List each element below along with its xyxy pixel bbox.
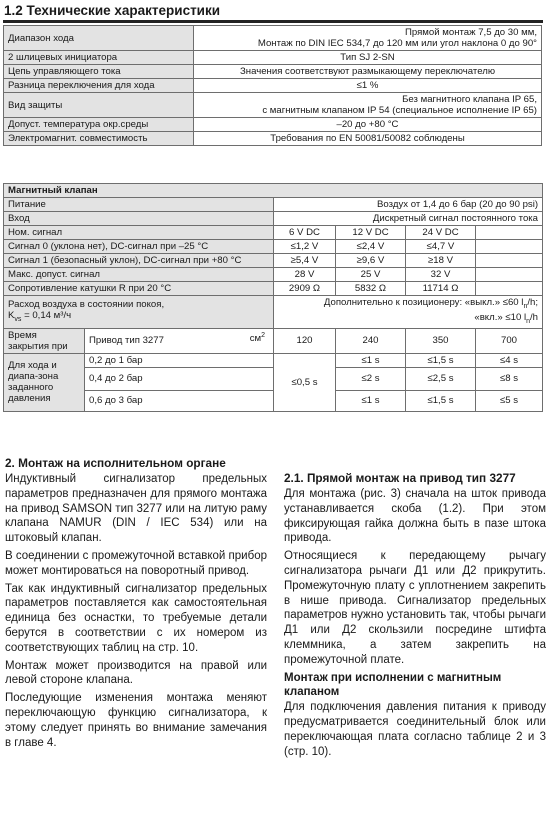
table-row <box>4 254 543 268</box>
kvs-value: = 0,14 м³/ч <box>21 309 72 321</box>
closing-time-label: Время закрытия при <box>4 328 85 353</box>
area-unit <box>250 330 265 344</box>
closing-time-value: ≤2 s <box>336 367 406 390</box>
spec-label: Разница переключения для хода <box>4 79 194 93</box>
kvs-subscript: vs <box>14 315 22 323</box>
signal-row-label: Сигнал 0 (уклона нет), DC-сигнал при –25 °C <box>4 240 274 254</box>
spec-value: Тип SJ 2-SN <box>194 51 542 65</box>
specs-table <box>3 25 542 146</box>
range-label: Для хода и диапа-зона заданного давления <box>4 353 85 411</box>
signal-value: 5832 Ω <box>336 282 406 296</box>
signal-value: ≥5,4 V <box>274 254 336 268</box>
empty-cell <box>476 240 543 254</box>
valve-header: Магнитный клапан <box>4 184 543 198</box>
table-row <box>4 367 543 390</box>
signal-value: ≥9,6 V <box>336 254 406 268</box>
signal-row-label: Макс. допуст. сигнал <box>4 268 274 282</box>
table-row <box>4 79 542 93</box>
spec-value <box>194 26 542 51</box>
closing-time-value: ≤1,5 s <box>406 353 476 367</box>
table-row <box>4 198 543 212</box>
kvs-symbol: K <box>8 309 15 321</box>
mounting-heading: 2. Монтаж на исполнительном органе <box>5 456 226 470</box>
signal-value: 11714 Ω <box>406 282 476 296</box>
spec-value-line: Прямой монтаж 7,5 до 30 мм, <box>404 27 537 38</box>
table-row <box>4 296 543 329</box>
drive-type-cell <box>85 328 274 353</box>
air-off-subscript: n <box>523 302 528 310</box>
area-unit-text: см <box>249 333 262 344</box>
area-header: 120 <box>274 328 336 353</box>
paragraph: Последующие изменения монтажа меняют переключающую функцию сигнализатора, к этому следует принять во внимание замечания в главе 4. <box>5 692 267 749</box>
spec-value-line: Монтаж по DIN IEC 534,7 до 120 мм или угол наклона 0 до 90° <box>257 38 537 49</box>
closing-time-value: ≤5 s <box>476 390 543 411</box>
signal-value: ≤2,4 V <box>336 240 406 254</box>
area-header: 700 <box>476 328 543 353</box>
closing-time-value: ≤1 s <box>336 390 406 411</box>
area-unit-superscript: 2 <box>261 331 265 339</box>
air-label-line <box>8 310 269 325</box>
table-row <box>4 328 543 353</box>
spec-value <box>194 93 542 118</box>
paragraph: Монтаж может производится на правой или левой стороне клапана. <box>5 659 267 687</box>
paragraph: В соединении с промежуточной вставкой прибор может монтироваться на поворотный привод. <box>5 549 267 577</box>
table-row <box>4 226 543 240</box>
signal-value: ≥18 V <box>406 254 476 268</box>
paragraph: Для монтажа (рис. 3) сначала на шток привода устанавливается скоба (1.2). При этом фиксирующая гайка должна быть в пазе штока привода. <box>284 488 546 545</box>
spec-label: Цепь управляющего тока <box>4 65 194 79</box>
empty-cell <box>476 268 543 282</box>
mounting-section <box>5 456 267 753</box>
paragraph: Так как индуктивный сигнализатор предельных параметров поставляется как самостоятельная единица без оснастки, то требуемые детали берутся в соответствии с их номером из соответствующих таблиц на стр. 10. <box>5 582 267 654</box>
air-label-line: Расход воздуха в состоянии покоя, <box>8 298 165 310</box>
spec-label: 2 шлицевых инициатора <box>4 51 194 65</box>
empty-cell <box>476 226 543 240</box>
table-row <box>4 26 542 51</box>
spec-value: Требования по EN 50081/50082 соблюдены <box>194 132 542 146</box>
table-row <box>4 118 542 132</box>
direct-mounting-section <box>284 456 546 762</box>
power-value: Воздух от 1,4 до 6 бар (20 до 90 psi) <box>274 198 543 212</box>
voltage-header: 6 V DC <box>274 226 336 240</box>
table-row <box>4 390 543 411</box>
power-label: Питание <box>4 198 274 212</box>
solenoid-valve-table <box>3 183 543 412</box>
table-row <box>4 212 543 226</box>
nominal-signal-label: Ном. сигнал <box>4 226 274 240</box>
voltage-header: 24 V DC <box>406 226 476 240</box>
input-label: Вход <box>4 212 274 226</box>
table-row <box>4 353 543 367</box>
signal-value: ≤1,2 V <box>274 240 336 254</box>
closing-time-value: ≤0,5 s <box>274 353 336 411</box>
closing-time-value: ≤1,5 s <box>406 390 476 411</box>
air-off-unit: /h; <box>527 297 539 308</box>
spec-value: –20 до +80 °C <box>194 118 542 132</box>
air-on-text: «вкл.» ≤10 l <box>474 311 527 323</box>
pressure-range: 0,2 до 1 бар <box>85 353 274 367</box>
paragraph: Для подключения давления питания к приводу предусматривается соединительный блок или переключающая плата согласно таблице 2 и 3 (стр. 10). <box>284 701 546 758</box>
table-row <box>4 240 543 254</box>
signal-row-label: Сигнал 1 (безопасный уклон), DC-сигнал при +80 °C <box>4 254 274 268</box>
direct-mounting-heading: 2.1. Прямой монтаж на привод тип 3277 <box>284 471 516 485</box>
spec-label: Диапазон хода <box>4 26 194 51</box>
spec-label: Электромагнит. совместимость <box>4 132 194 146</box>
closing-time-value: ≤2,5 s <box>406 367 476 390</box>
table-row <box>4 282 543 296</box>
pressure-range: 0,4 до 2 бар <box>85 367 274 390</box>
air-value-line <box>278 312 538 327</box>
closing-time-value: ≤1 s <box>336 353 406 367</box>
empty-cell <box>476 282 543 296</box>
spec-label: Допуст. температура окр.среды <box>4 118 194 132</box>
area-header: 240 <box>336 328 406 353</box>
drive-type-label: Привод тип 3277 <box>89 335 164 347</box>
table-row <box>4 51 542 65</box>
signal-value: 32 V <box>406 268 476 282</box>
closing-time-value: ≤8 s <box>476 367 543 390</box>
signal-value: ≤4,7 V <box>406 240 476 254</box>
signal-value: 28 V <box>274 268 336 282</box>
empty-cell <box>476 254 543 268</box>
paragraph: Относящиеся к передающему рычагу сигнализатора рычаги Д1 или Д2 прикрутить. Промежуточную плату с уплотнением закрепить в нише привода. Сигнализатор предельных параметров нужно установить так, чтобы рычаги Д1 или Д2 скользили посредине штифта клеммника, а затем закрепить на промежуточной плате. <box>284 550 546 666</box>
air-value-line <box>278 297 538 312</box>
spec-value: Значения соответствуют размыкающему переключателю <box>194 65 542 79</box>
area-header: 350 <box>406 328 476 353</box>
paragraph: Индуктивный сигнализатор предельных параметров предназначен для прямого монтажа на привод SAMSON тип 3277 или на литую раму клапана NAMUR (DIN / IEC 534) или на штоковый клапан. <box>5 473 267 545</box>
section-title: 1.2 Технические характеристики <box>4 3 221 18</box>
signal-value: 25 V <box>336 268 406 282</box>
air-on-subscript: n <box>526 317 531 325</box>
input-value: Дискретный сигнал постоянного тока <box>274 212 543 226</box>
solenoid-mounting-subheading: Монтаж при исполнении с магнитным клапаном <box>284 671 502 699</box>
pressure-range: 0,6 до 3 бар <box>85 390 274 411</box>
closing-time-value: ≤4 s <box>476 353 543 367</box>
air-on-unit: /h <box>530 311 539 323</box>
signal-value: 2909 Ω <box>274 282 336 296</box>
spec-label: Вид защиты <box>4 93 194 118</box>
title-rule <box>3 20 543 23</box>
signal-row-label: Сопротивление катушки R при 20 °C <box>4 282 274 296</box>
air-consumption-value <box>274 296 543 329</box>
spec-value: ≤1 % <box>194 79 542 93</box>
air-consumption-label <box>4 296 274 329</box>
voltage-header: 12 V DC <box>336 226 406 240</box>
table-row <box>4 268 543 282</box>
table-row <box>4 93 542 118</box>
spec-value-line: Без магнитного клапана IP 65, <box>402 94 537 105</box>
spec-value-line: с магнитным клапаном IP 54 (специальное исполнение IP 65) <box>262 105 537 116</box>
table-row <box>4 184 543 198</box>
table-row <box>4 65 542 79</box>
air-off-text: Дополнительно к позиционеру: «выкл.» ≤60 l <box>323 297 524 308</box>
table-row <box>4 132 542 146</box>
